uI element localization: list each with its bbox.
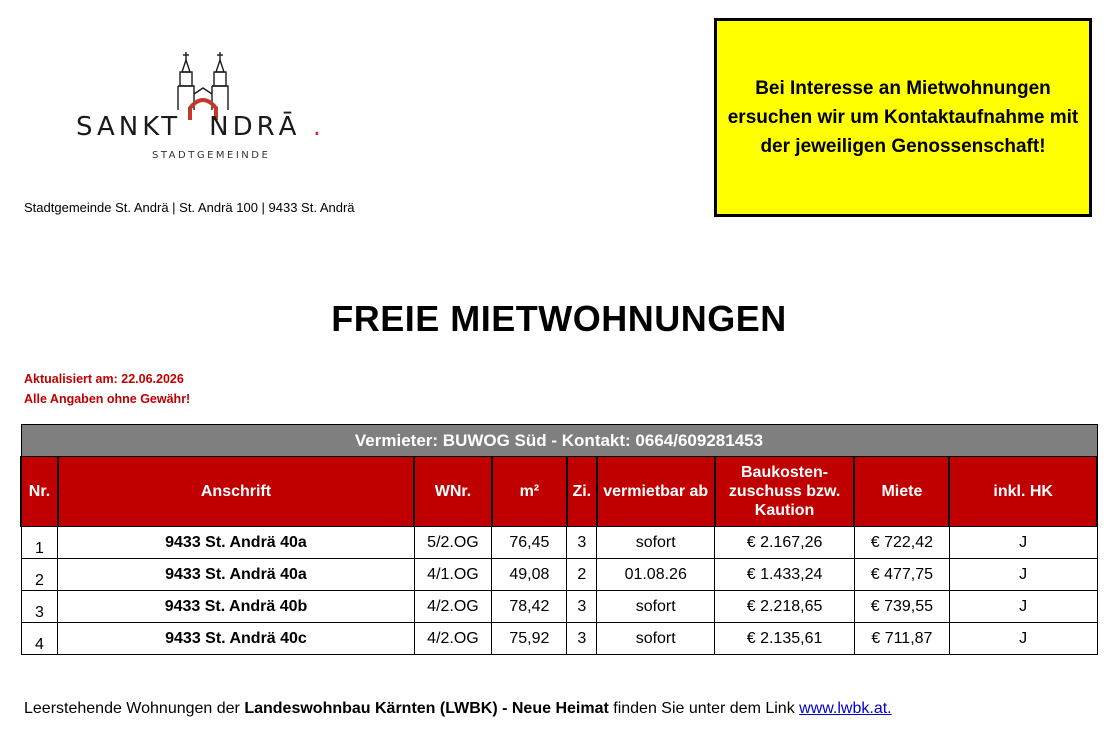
row-nr: 2 (21, 559, 58, 591)
row-rooms: 3 (567, 527, 597, 559)
apartments-table (20, 424, 1098, 655)
row-nr: 1 (21, 527, 58, 559)
contact-notice-text: Bei Interesse an Mietwohnungen ersuchen wir um Kontaktaufnahme mit der jeweiligen Genossenschaft! (727, 78, 1079, 157)
header-unit: WNr. (414, 457, 492, 527)
lwbk-name: Landeswohnbau Kärnten (LWBK) - Neue Heimat (244, 700, 609, 717)
disclaimer: Alle Angaben ohne Gewähr! (24, 392, 191, 406)
row-rent: € 739,55 (854, 591, 949, 623)
row-unit: 4/2.OG (414, 623, 492, 655)
row-deposit: € 2.167,26 (715, 527, 855, 559)
row-available: 01.08.26 (597, 559, 715, 591)
municipality-address: Stadtgemeinde St. Andrä | St. Andrä 100 | 9433 St. Andrä (24, 200, 355, 215)
church-towers-icon (70, 50, 270, 120)
row-area: 76,45 (492, 527, 567, 559)
row-area: 75,92 (492, 623, 567, 655)
header-rent: Miete (854, 457, 949, 527)
row-available: sofort (597, 527, 715, 559)
row-available: sofort (597, 623, 715, 655)
header-heating: inkl. HK (949, 457, 1097, 527)
row-deposit: € 2.135,61 (715, 623, 855, 655)
header-nr: Nr. (21, 457, 58, 527)
header-rooms: Zi. (567, 457, 597, 527)
row-heating: J (949, 623, 1097, 655)
page-title: FREIE MIETWOHNUNGEN (331, 298, 787, 339)
table-row (21, 559, 1097, 591)
logo-subtitle: STADTGEMEINDE (152, 150, 271, 161)
table-row (21, 623, 1097, 655)
row-rent: € 477,75 (854, 559, 949, 591)
lessor-header: Vermieter: BUWOG Süd - Kontakt: 0664/609281453 (21, 425, 1097, 457)
updated-date: Aktualisiert am: 22.06.2026 (24, 372, 184, 386)
row-deposit: € 2.218,65 (715, 591, 855, 623)
row-rooms: 2 (567, 559, 597, 591)
lwbk-link[interactable]: www.lwbk.at. (799, 700, 892, 717)
row-rooms: 3 (567, 591, 597, 623)
header-deposit: Baukosten-zuschuss bzw. Kaution (715, 457, 855, 527)
header-address: Anschrift (58, 457, 414, 527)
row-unit: 4/2.OG (414, 591, 492, 623)
row-address: 9433 St. Andrä 40a (58, 527, 414, 559)
row-nr: 3 (21, 591, 58, 623)
header-area: m² (492, 457, 567, 527)
header-available: vermietbar ab (597, 457, 715, 527)
row-deposit: € 1.433,24 (715, 559, 855, 591)
row-available: sofort (597, 591, 715, 623)
row-rooms: 3 (567, 623, 597, 655)
row-address: 9433 St. Andrä 40b (58, 591, 414, 623)
row-unit: 4/1.OG (414, 559, 492, 591)
row-unit: 5/2.OG (414, 527, 492, 559)
town-logo (70, 50, 340, 165)
row-rent: € 722,42 (854, 527, 949, 559)
footer-note: Leerstehende Wohnungen der Landeswohnbau Kärnten (LWBK) - Neue Heimat finden Sie unter dem Link www.lwbk.at. (24, 700, 892, 717)
row-heating: J (949, 527, 1097, 559)
row-rent: € 711,87 (854, 623, 949, 655)
row-area: 49,08 (492, 559, 567, 591)
table-row (21, 527, 1097, 559)
contact-notice-box (714, 18, 1092, 217)
logo-wordmark: SANKT NDRĀ . (76, 112, 325, 142)
row-area: 78,42 (492, 591, 567, 623)
row-nr: 4 (21, 623, 58, 655)
row-address: 9433 St. Andrä 40a (58, 559, 414, 591)
row-address: 9433 St. Andrä 40c (58, 623, 414, 655)
table-row (21, 591, 1097, 623)
row-heating: J (949, 591, 1097, 623)
row-heating: J (949, 559, 1097, 591)
